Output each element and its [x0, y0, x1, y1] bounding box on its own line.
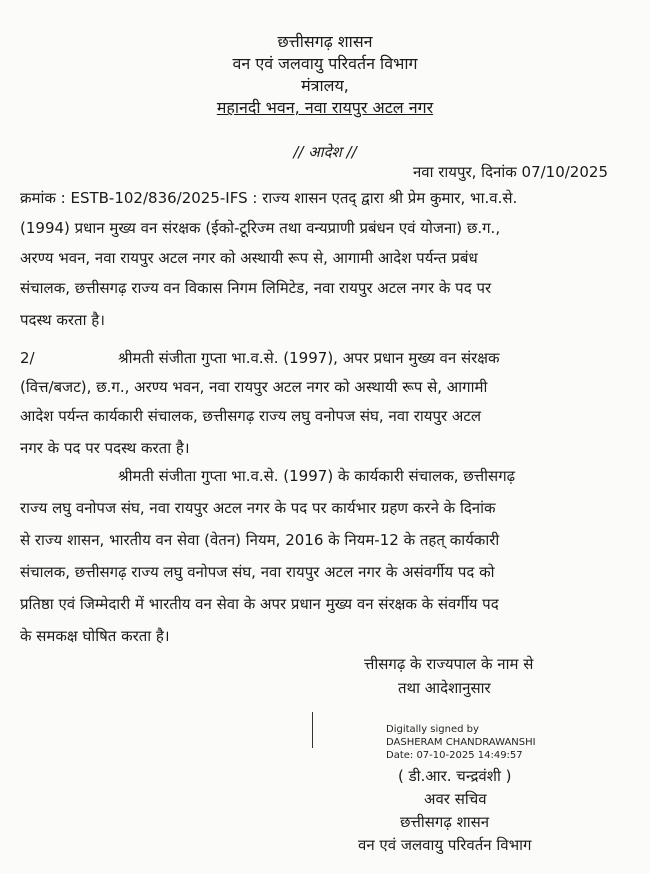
- digital-signature-label: Digitally signed by: [386, 724, 479, 735]
- signatory-office1: छत्तीसगढ़ शासन: [400, 813, 490, 831]
- digital-signature-date: Date: 07-10-2025 14:49:57: [386, 750, 523, 761]
- para2-number: 2/: [20, 349, 35, 367]
- para3-line: प्रतिष्ठा एवं जिम्मेदारी में भारतीय वन सेवा के अपर प्रधान मुख्य वन संरक्षक के संवर्गीय पद: [20, 595, 499, 613]
- header-address: महानदी भवन, नवा रायपुर अटल नगर: [216, 98, 434, 117]
- header-ministry: मंत्रालय,: [301, 76, 349, 95]
- signatory-office2: वन एवं जलवायु परिवर्तन विभाग: [358, 836, 532, 854]
- para1-line: अरण्य भवन, नवा रायपुर अटल नगर को अस्थायी रूप से, आगामी आदेश पर्यन्त प्रबंध: [20, 249, 478, 267]
- para3-line: राज्य लघु वनोपज संघ, नवा रायपुर अटल नगर के पद पर कार्यभार ग्रहण करने के दिनांक: [20, 499, 496, 517]
- header-department: वन एवं जलवायु परिवर्तन विभाग: [232, 54, 418, 73]
- header-government: छत्तीसगढ़ शासन: [277, 32, 373, 51]
- order-title: // आदेश //: [293, 143, 357, 161]
- closing-line1: त्तीसगढ़ के राज्यपाल के नाम से: [364, 655, 534, 673]
- place-date: नवा रायपुर, दिनांक 07/10/2025: [412, 163, 608, 181]
- divider-mark: [312, 712, 313, 748]
- signatory-name: ( डी.आर. चन्द्रवंशी ): [398, 767, 512, 785]
- para2-line: आदेश पर्यन्त कार्यकारी संचालक, छत्तीसगढ़ राज्य लघु वनोपज संघ, नवा रायपुर अटल: [20, 407, 482, 425]
- para1-line: पदस्थ करता है।: [20, 311, 105, 329]
- para3-line: से राज्य शासन, भारतीय वन सेवा (वेतन) नियम, 2016 के नियम-12 के तहत् कार्यकारी: [20, 531, 500, 549]
- para2-line: श्रीमती संजीता गुप्ता भा.व.से. (1997), अपर प्रधान मुख्य वन संरक्षक: [118, 349, 500, 367]
- para2-line: नगर के पद पर पदस्थ करता है।: [20, 439, 190, 457]
- para1-line: (1994) प्रधान मुख्य वन संरक्षक (ईको-टूरिज्म तथा वन्यप्राणी प्रबंधन एवं योजना) छ.ग.,: [20, 219, 501, 237]
- para3-line: श्रीमती संजीता गुप्ता भा.व.से. (1997) के कार्यकारी संचालक, छत्तीसगढ़: [118, 467, 516, 485]
- digital-signature-name: DASHERAM CHANDRAWANSHI: [386, 737, 536, 748]
- closing-line2: तथा आदेशानुसार: [398, 679, 491, 697]
- para1-line: क्रमांक : ESTB-102/836/2025-IFS : राज्य शासन एतद् द्वारा श्री प्रेम कुमार, भा.व.से.: [20, 189, 518, 207]
- para3-line: के समकक्ष घोषित करता है।: [20, 627, 170, 645]
- para1-line: संचालक, छत्तीसगढ़ राज्य वन विकास निगम लिमिटेड, नवा रायपुर अटल नगर के पद पर: [20, 279, 492, 297]
- para2-line: (वित्त/बजट), छ.ग., अरण्य भवन, नवा रायपुर अटल नगर को अस्थायी रूप से, आगामी: [20, 378, 488, 396]
- signatory-designation: अवर सचिव: [424, 790, 487, 808]
- para3-line: संचालक, छत्तीसगढ़ राज्य लघु वनोपज संघ, नवा रायपुर अटल नगर के असंवर्गीय पद को: [20, 563, 495, 581]
